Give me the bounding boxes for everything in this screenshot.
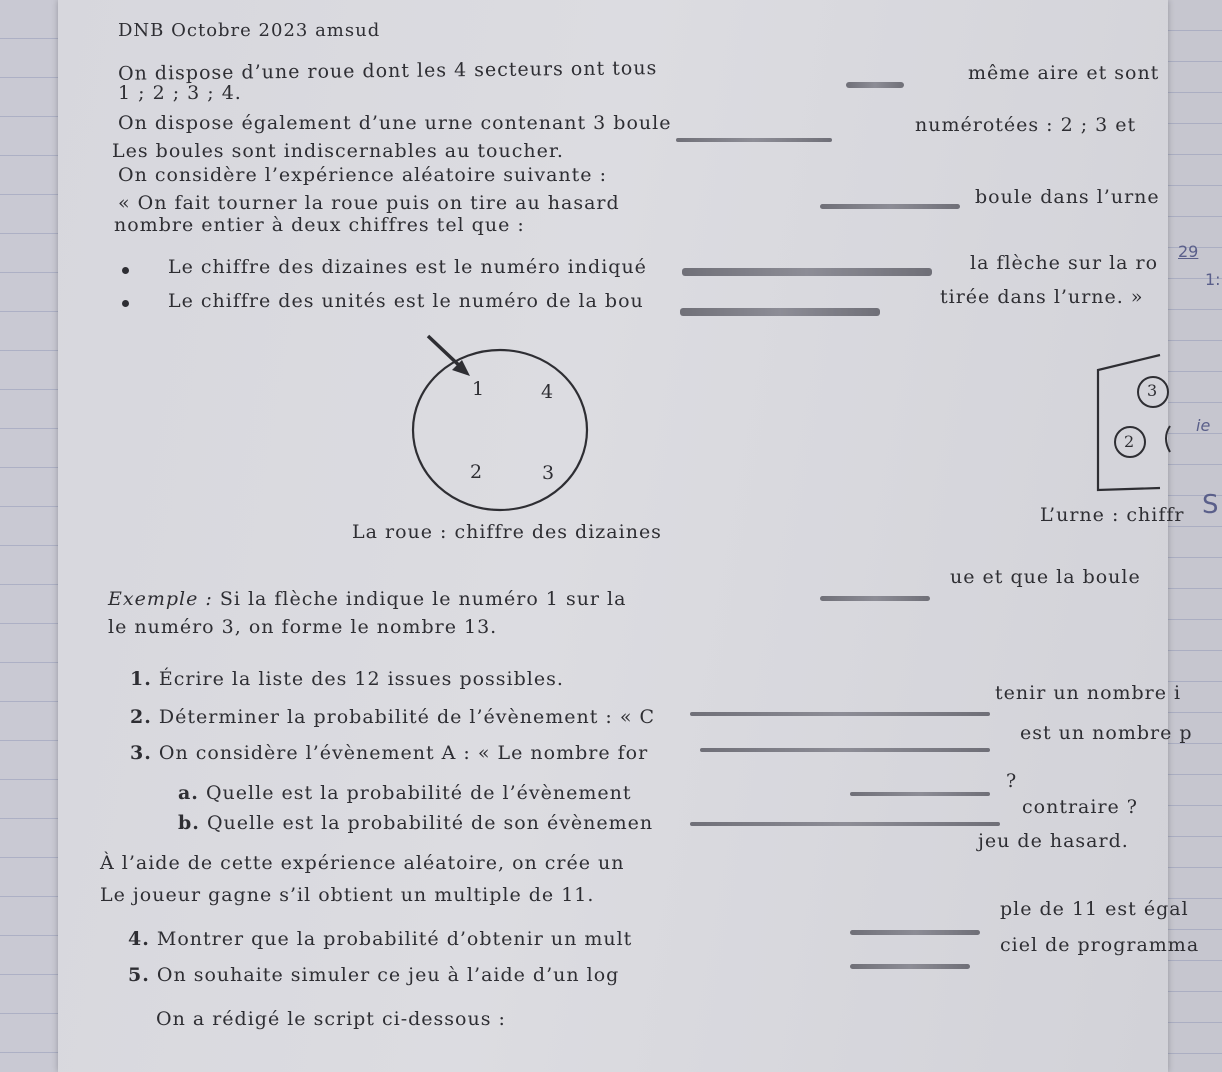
intro-line-3-end: numérotées : 2 ; 3 et (915, 114, 1137, 136)
game-line-2: Le joueur gagne s’il obtient un multiple de 11. (100, 884, 595, 906)
subquestion-a: a. Quelle est la probabilité de l’évènement (178, 782, 632, 804)
bullet-dot (122, 300, 129, 307)
wheel-number-2: 2 (470, 461, 484, 483)
blur-mark (700, 748, 990, 752)
margin-note: S (1202, 490, 1219, 520)
bullet-2-end: tirée dans l’urne. » (940, 286, 1144, 308)
question-3: 3. On considère l’évènement A : « Le nombre for (130, 742, 649, 764)
urn-figure (1090, 350, 1170, 500)
wheel-number-3: 3 (542, 462, 556, 484)
game-line-1: À l’aide de cette expérience aléatoire, on crée un (100, 852, 625, 874)
urn-ball-partial (1166, 426, 1170, 452)
wheel-number-4: 4 (541, 381, 555, 403)
bullet-2-text: Le chiffre des unités est le numéro de la bou (168, 290, 644, 312)
question-5-end: ciel de programma (1000, 934, 1200, 956)
wheel-circle (413, 350, 587, 510)
subquestion-b-end: contraire ? (1022, 796, 1138, 818)
intro-line-1: On dispose d’une roue dont les 4 secteurs ont tous (117, 57, 658, 85)
blur-mark (850, 964, 970, 969)
subquestion-b: b. Quelle est la probabilité de son évènemen (178, 812, 654, 834)
blur-mark (680, 308, 880, 316)
blur-mark (690, 822, 1000, 826)
intro-line-3: On dispose également d’une urne contenant 3 boule (118, 112, 672, 134)
urn-ball-label-3: 3 (1147, 381, 1159, 400)
intro-line-4: Les boules sont indiscernables au toucher. (112, 140, 564, 162)
intro-line-1-end: même aire et sont (968, 62, 1160, 84)
blur-mark (820, 204, 960, 209)
blur-mark (820, 596, 930, 601)
question-4-end: ple de 11 est égal (1000, 898, 1189, 920)
intro-line-7: nombre entier à deux chiffres tel que : (114, 214, 525, 236)
wheel-number-1: 1 (472, 378, 486, 400)
blur-mark (682, 268, 932, 276)
intro-line-5: On considère l’expérience aléatoire suivante : (118, 164, 607, 186)
example-line-2: le numéro 3, on forme le nombre 13. (108, 616, 498, 638)
blur-mark (690, 712, 990, 716)
wheel-caption: La roue : chiffre des dizaines (352, 521, 662, 543)
example-text: Si la flèche indique le numéro 1 sur la (219, 588, 627, 610)
question-2-end: tenir un nombre i (995, 682, 1182, 704)
script-intro: On a rédigé le script ci-dessous : (156, 1008, 506, 1030)
blur-mark (850, 792, 990, 796)
example-line-1 (108, 588, 626, 610)
intro-line-6: « On fait tourner la roue puis on tire au hasard (118, 192, 620, 214)
wheel-figure (400, 330, 600, 520)
blur-mark (676, 138, 832, 142)
question-2: 2. Déterminer la probabilité de l’évènement : « C (130, 706, 656, 728)
blur-mark (850, 930, 980, 935)
bullet-1-end: la flèche sur la ro (970, 252, 1159, 274)
question-4: 4. Montrer que la probabilité d’obtenir un mult (128, 928, 633, 950)
margin-note: 29 (1178, 242, 1199, 261)
bullet-1-text: Le chiffre des dizaines est le numéro indiqué (168, 256, 647, 278)
urn-outline (1098, 355, 1160, 490)
urn-caption: L’urne : chiffr (1040, 504, 1185, 526)
game-line-1-end: jeu de hasard. (978, 830, 1129, 852)
example-label: Exemple : (108, 588, 213, 610)
example-end: ue et que la boule (950, 566, 1141, 588)
exam-header: DNB Octobre 2023 amsud (118, 20, 381, 41)
bullet-dot (122, 267, 129, 274)
question-5: 5. On souhaite simuler ce jeu à l’aide d’un log (128, 964, 620, 986)
margin-note: 1: (1205, 270, 1221, 289)
blur-mark (846, 82, 904, 88)
subquestion-a-end: ? (1006, 770, 1018, 792)
question-3-end: est un nombre p (1020, 722, 1193, 744)
margin-note: ie (1196, 416, 1211, 435)
intro-line-6-end: boule dans l’urne (975, 186, 1160, 208)
urn-ball-label-2: 2 (1124, 432, 1136, 451)
question-1: 1. Écrire la liste des 12 issues possibles. (130, 668, 564, 690)
intro-line-2: 1 ; 2 ; 3 ; 4. (118, 82, 242, 104)
